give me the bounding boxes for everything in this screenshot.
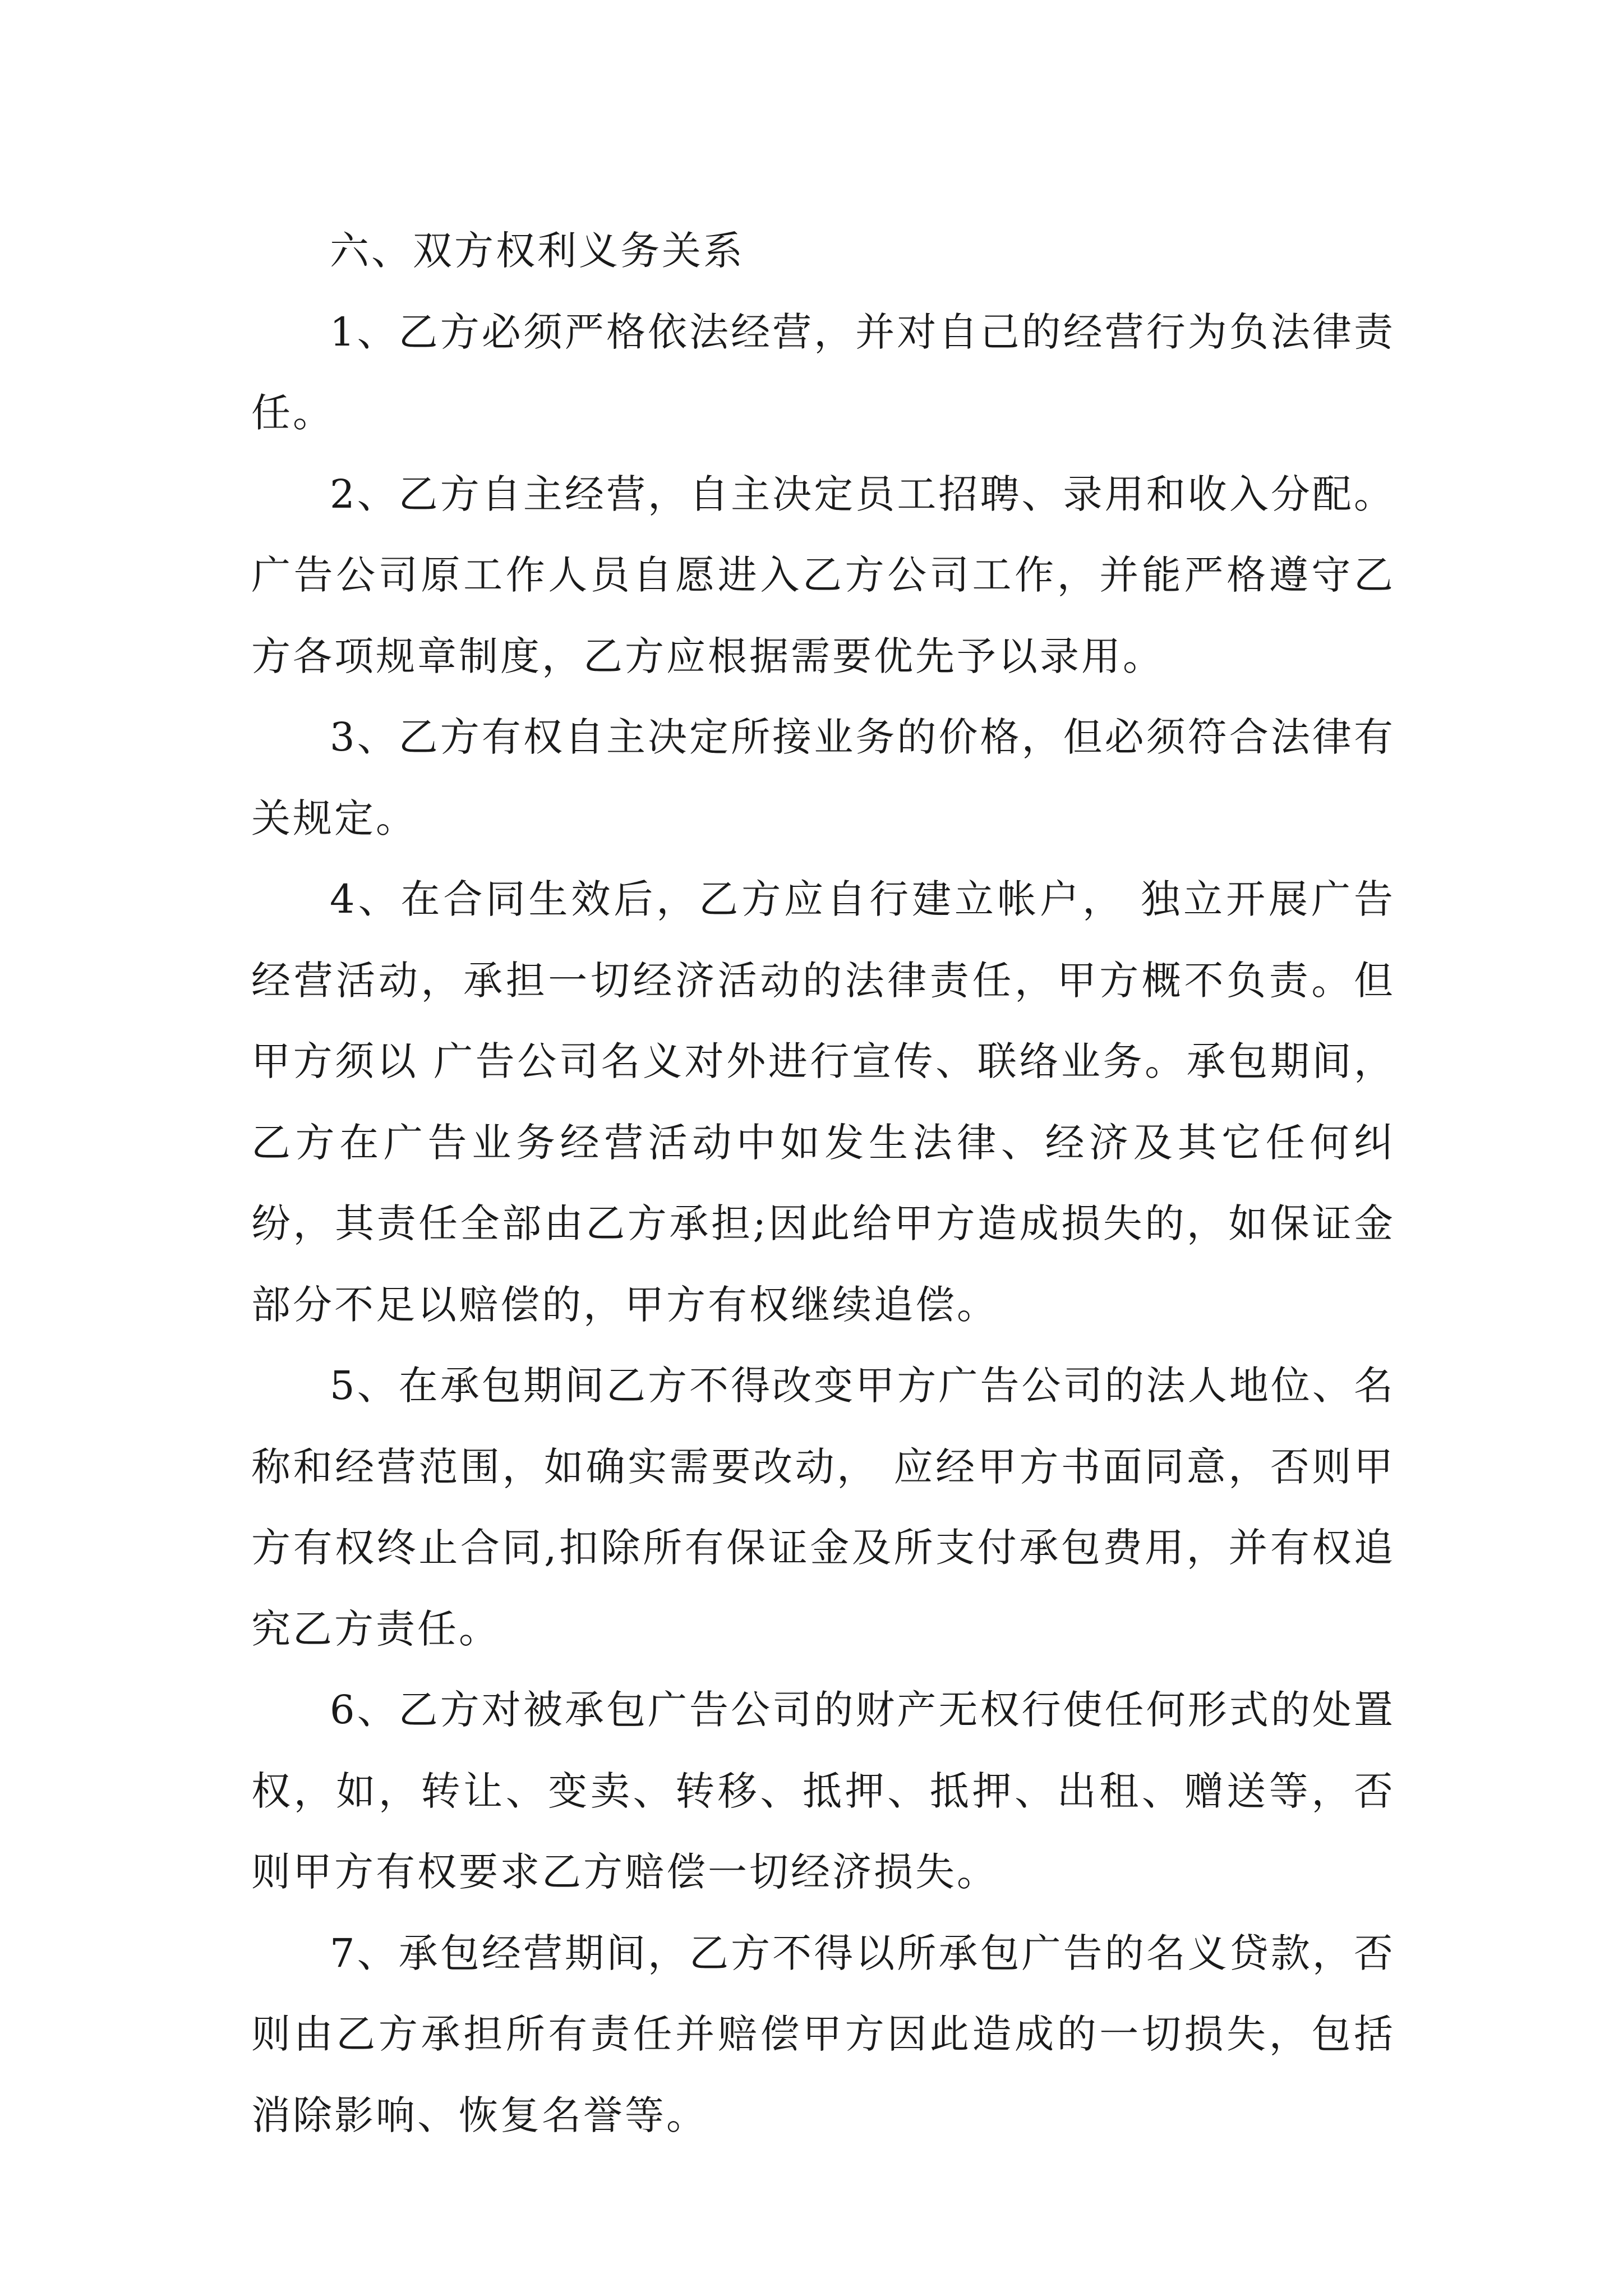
paragraph-1: 1、乙方必须严格依法经营，并对自己的经营行为负法律责任。 [251,309,1395,436]
paragraph-5: 5、在承包期间乙方不得改变甲方广告公司的法人地位、名称和经营范围，如确实需要改动， 应经甲方书面同意，否则甲方有权终止合同,扣除所有保证金及所支付承包费用，并有权追究乙方责任。 [251,1363,1395,1652]
paragraph-4: 4、在合同生效后，乙方应自行建立帐户， 独立开展广告经营活动，承担一切经济活动的法律责任，甲方概不负责。但甲方须以 广告公司名义对外进行宣传、联络业务。承包期间，乙方在广告业务经营活动中如发生法律、经济及其它任何纠纷，其责任全部由乙方承担;因此给甲方造成损失的，如保证金部分不足以赔偿的，甲方有权继续追偿。 [251,876,1395,1328]
paragraph-3: 3、乙方有权自主决定所接业务的价格，但必须符合法律有关规定。 [251,714,1395,841]
paragraph-2: 2、乙方自主经营，自主决定员工招聘、录用和收入分配。广告公司原工作人员自愿进入乙方公司工作，并能严格遵守乙方各项规章制度，乙方应根据需要优先予以录用。 [251,471,1395,679]
document-body [251,210,1395,2156]
paragraph-6: 6、乙方对被承包广告公司的财产无权行使任何形式的处置权，如，转让、变卖、转移、抵押、抵押、出租、赠送等，否则甲方有权要求乙方赔偿一切经济损失。 [251,1687,1395,1895]
paragraph-7: 7、承包经营期间，乙方不得以所承包广告的名义贷款，否则由乙方承担所有责任并赔偿甲方因此造成的一切损失，包括消除影响、恢复名誉等。 [251,1930,1395,2138]
section-heading: 六、双方权利义务关系 [330,228,745,274]
